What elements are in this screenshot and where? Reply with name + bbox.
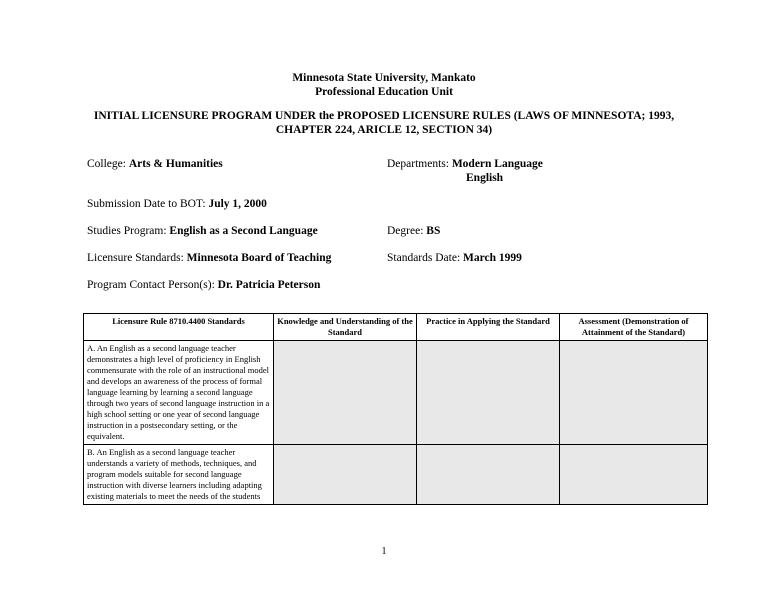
knowledge-cell-a[interactable] [274,341,417,445]
standards-date-field [387,251,522,265]
header-practice: Practice in Applying the Standard [417,314,560,341]
college-value: Arts & Humanities [128,158,223,170]
departments-field [387,157,543,171]
page-number: 1 [381,546,387,557]
submission-label: Submission Date to BOT: [87,198,206,210]
college-field [87,157,223,171]
licensure-field [87,251,331,265]
studies-value: English as a Second Language [169,225,318,237]
program-title: INITIAL LICENSURE PROGRAM UNDER the PROPOSED LICENSURE RULES (LAWS OF MINNESOTA; 1993, CHAPTER 224, ARICLE 12, SECTION 34) [93,110,675,136]
header-assessment: Assessment (Demonstration of Attainment of the Standard) [560,314,708,341]
degree-label: Degree: [387,225,424,237]
table-row [84,341,708,445]
header-standards: Licensure Rule 8710.4400 Standards [84,314,274,341]
university-name: Minnesota State University, Mankato [292,72,476,84]
studies-label: Studies Program: [87,225,167,237]
unit-name: Professional Education Unit [315,86,453,98]
header-knowledge: Knowledge and Understanding of the Standard [274,314,417,341]
contact-label: Program Contact Person(s): [87,279,215,291]
assessment-cell-a[interactable] [560,341,708,445]
rule-b-text: B. An English as a second language teacher understands a variety of methods, techniques, and program models suitable for second language instruction with diverse learners including adapting existing materials to meet the needs of the students [84,445,274,505]
contact-value: Dr. Patricia Peterson [217,279,321,291]
knowledge-cell-b[interactable] [274,445,417,505]
college-label: College: [87,158,126,170]
licensure-value: Minnesota Board of Teaching [186,252,332,264]
standards-table [83,313,708,505]
practice-cell-a[interactable] [417,341,560,445]
departments-label: Departments: [387,158,449,170]
table-header-row [84,314,708,341]
degree-field [387,224,440,238]
practice-cell-b[interactable] [417,445,560,505]
submission-value: July 1, 2000 [208,198,267,210]
contact-field [87,278,320,292]
table-row [84,445,708,505]
rule-a-text: A. An English as a second language teacher demonstrates a high level of proficiency in English commensurate with the role of an instructional model and develops an awareness of the process of formal language learning by learning a second language through two years of second language instruction in a high school setting or one year of second language instruction in a postsecondary setting, or the equivalent. [84,341,274,445]
departments-value: Modern Language [451,158,543,170]
departments-value-2: English [466,172,504,184]
studies-field [87,224,318,238]
degree-value: BS [426,225,441,237]
licensure-label: Licensure Standards: [87,252,184,264]
standards-date-value: March 1999 [463,252,522,264]
submission-field [87,197,267,211]
assessment-cell-b[interactable] [560,445,708,505]
standards-date-label: Standards Date: [387,252,461,264]
